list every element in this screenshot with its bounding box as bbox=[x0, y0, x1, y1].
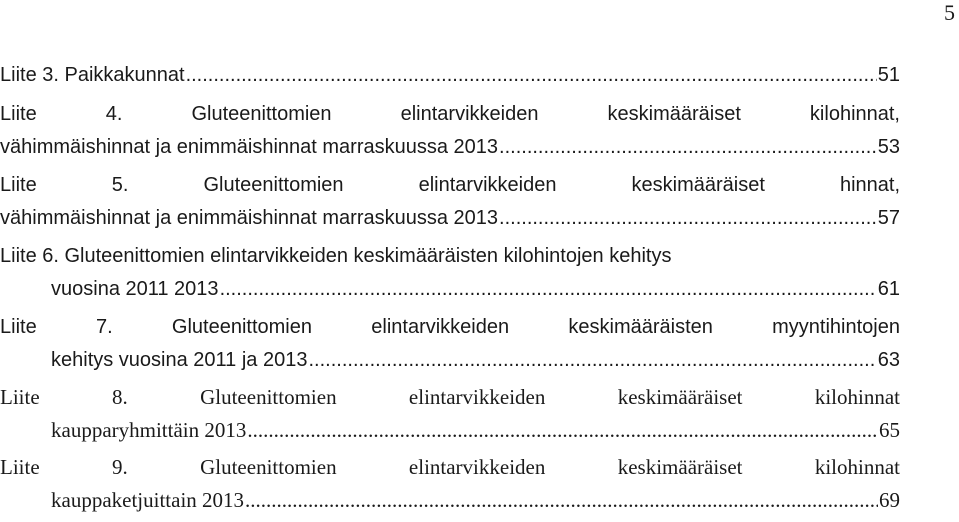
toc-entry-title-cont: vähimmäishinnat ja enimmäishinnat marraskuussa 2013 bbox=[0, 136, 499, 158]
toc-page-ref: 69 bbox=[879, 488, 900, 512]
toc-entry-liite-9[interactable] bbox=[0, 451, 900, 517]
toc-entry-title: Liite 5. Gluteenittomien elintarvikkeiden keskimääräiset hinnat, bbox=[0, 174, 900, 196]
toc-line bbox=[0, 131, 900, 164]
dot-leader bbox=[247, 414, 878, 447]
toc-line bbox=[0, 240, 900, 273]
dot-leader bbox=[245, 484, 878, 517]
toc-entry-title-cont: kauppaketjuittain 2013 bbox=[51, 488, 245, 512]
toc-entry-liite-8[interactable] bbox=[0, 381, 900, 447]
toc-line bbox=[0, 311, 900, 344]
toc-line bbox=[0, 381, 900, 414]
toc-entry-title-cont: kehitys vuosina 2011 ja 2013 bbox=[51, 349, 308, 371]
page-number: 5 bbox=[944, 0, 955, 25]
toc-page-ref: 53 bbox=[877, 136, 900, 158]
toc-entry-title: Liite 6. Gluteenittomien elintarvikkeiden keskimääräisten kilohintojen kehitys bbox=[0, 245, 672, 267]
toc-entry-title-cont: vuosina 2011 2013 bbox=[51, 278, 219, 300]
table-of-contents bbox=[0, 59, 900, 517]
dot-leader bbox=[308, 344, 876, 377]
toc-entry-title: Liite 4. Gluteenittomien elintarvikkeiden keskimääräiset kilohinnat, bbox=[0, 103, 900, 125]
toc-line bbox=[0, 273, 900, 306]
dot-leader bbox=[499, 202, 877, 235]
toc-line bbox=[0, 202, 900, 235]
dot-leader bbox=[186, 59, 877, 92]
toc-entry-title: Liite 3. Paikkakunnat bbox=[0, 64, 185, 86]
toc-page-ref: 57 bbox=[877, 207, 900, 229]
toc-line bbox=[0, 98, 900, 131]
toc-entry-title-cont: kaupparyhmittäin 2013 bbox=[51, 418, 247, 442]
toc-line bbox=[0, 484, 900, 517]
dot-leader bbox=[220, 273, 877, 306]
toc-line bbox=[0, 59, 900, 92]
toc-entry-liite-4[interactable] bbox=[0, 98, 900, 164]
toc-line bbox=[0, 169, 900, 202]
toc-page-ref: 51 bbox=[877, 64, 900, 86]
dot-leader bbox=[499, 131, 877, 164]
toc-page-ref: 63 bbox=[877, 349, 900, 371]
toc-entry-title-cont: vähimmäishinnat ja enimmäishinnat marraskuussa 2013 bbox=[0, 207, 499, 229]
toc-entry-title: Liite 9. Gluteenittomien elintarvikkeiden keskimääräiset kilohinnat bbox=[0, 455, 900, 479]
toc-line bbox=[0, 344, 900, 377]
toc-entry-liite-3[interactable] bbox=[0, 59, 900, 92]
toc-line bbox=[0, 451, 900, 484]
toc-entry-title: Liite 8. Gluteenittomien elintarvikkeiden keskimääräiset kilohinnat bbox=[0, 385, 900, 409]
toc-page-ref: 65 bbox=[879, 418, 900, 442]
toc-page-ref: 61 bbox=[877, 278, 900, 300]
toc-entry-liite-5[interactable] bbox=[0, 169, 900, 235]
toc-line bbox=[0, 414, 900, 447]
toc-entry-liite-7[interactable] bbox=[0, 311, 900, 377]
toc-entry-liite-6[interactable] bbox=[0, 240, 900, 306]
toc-entry-title: Liite 7. Gluteenittomien elintarvikkeiden keskimääräisten myyntihintojen bbox=[0, 316, 900, 338]
